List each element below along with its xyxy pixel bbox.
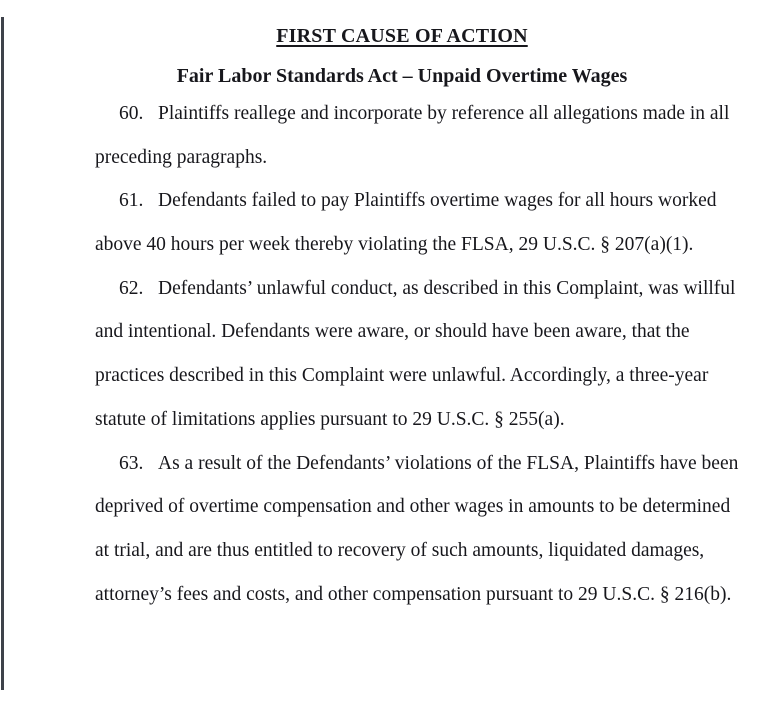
paragraph-line: practices described in this Complaint were unlawful. Accordingly, a three-year — [95, 365, 709, 387]
document-page — [95, 0, 739, 616]
page-left-edge-line — [1, 17, 4, 690]
paragraph-line: above 40 hours per week thereby violating the FLSA, 29 U.S.C. § 207(a)(1). — [95, 234, 694, 256]
paragraph-61 — [95, 179, 717, 266]
paragraph-text: As a result of the Defendants’ violations of the FLSA, Plaintiffs have been — [158, 452, 739, 474]
paragraph-60 — [95, 92, 730, 179]
paragraph-line — [95, 442, 739, 486]
paragraph-line — [95, 92, 730, 136]
paragraph-text: Defendants failed to pay Plaintiffs overtime wages for all hours worked — [158, 190, 717, 212]
paragraph-number: 62. — [119, 277, 144, 299]
paragraph-line: and intentional. Defendants were aware, or should have been aware, that the — [95, 321, 690, 343]
paragraph-63 — [95, 442, 739, 617]
paragraph-number: 63. — [119, 452, 144, 474]
paragraph-number: 61. — [119, 190, 144, 212]
paragraph-line: attorney’s fees and costs, and other compensation pursuant to 29 U.S.C. § 216(b). — [95, 583, 732, 605]
paragraph-number: 60. — [119, 103, 144, 124]
paragraph-line: preceding paragraphs. — [95, 146, 268, 168]
section-heading: FIRST CAUSE OF ACTION — [276, 25, 528, 47]
paragraph-line: statute of limitations applies pursuant to 29 U.S.C. § 255(a). — [95, 408, 565, 430]
paragraph-line — [95, 179, 717, 223]
paragraph-62 — [95, 267, 736, 442]
document-body — [95, 92, 739, 616]
paragraph-line: deprived of overtime compensation and other wages in amounts to be determined — [95, 496, 731, 518]
paragraph-line: at trial, and are thus entitled to recovery of such amounts, liquidated damages, — [95, 539, 705, 561]
paragraph-text: Plaintiffs reallege and incorporate by reference all allegations made in all — [158, 103, 730, 124]
section-subheading: Fair Labor Standards Act – Unpaid Overtime Wages — [176, 65, 628, 87]
paragraph-text: Defendants’ unlawful conduct, as described in this Complaint, was willful — [158, 277, 736, 299]
paragraph-line — [95, 267, 736, 311]
